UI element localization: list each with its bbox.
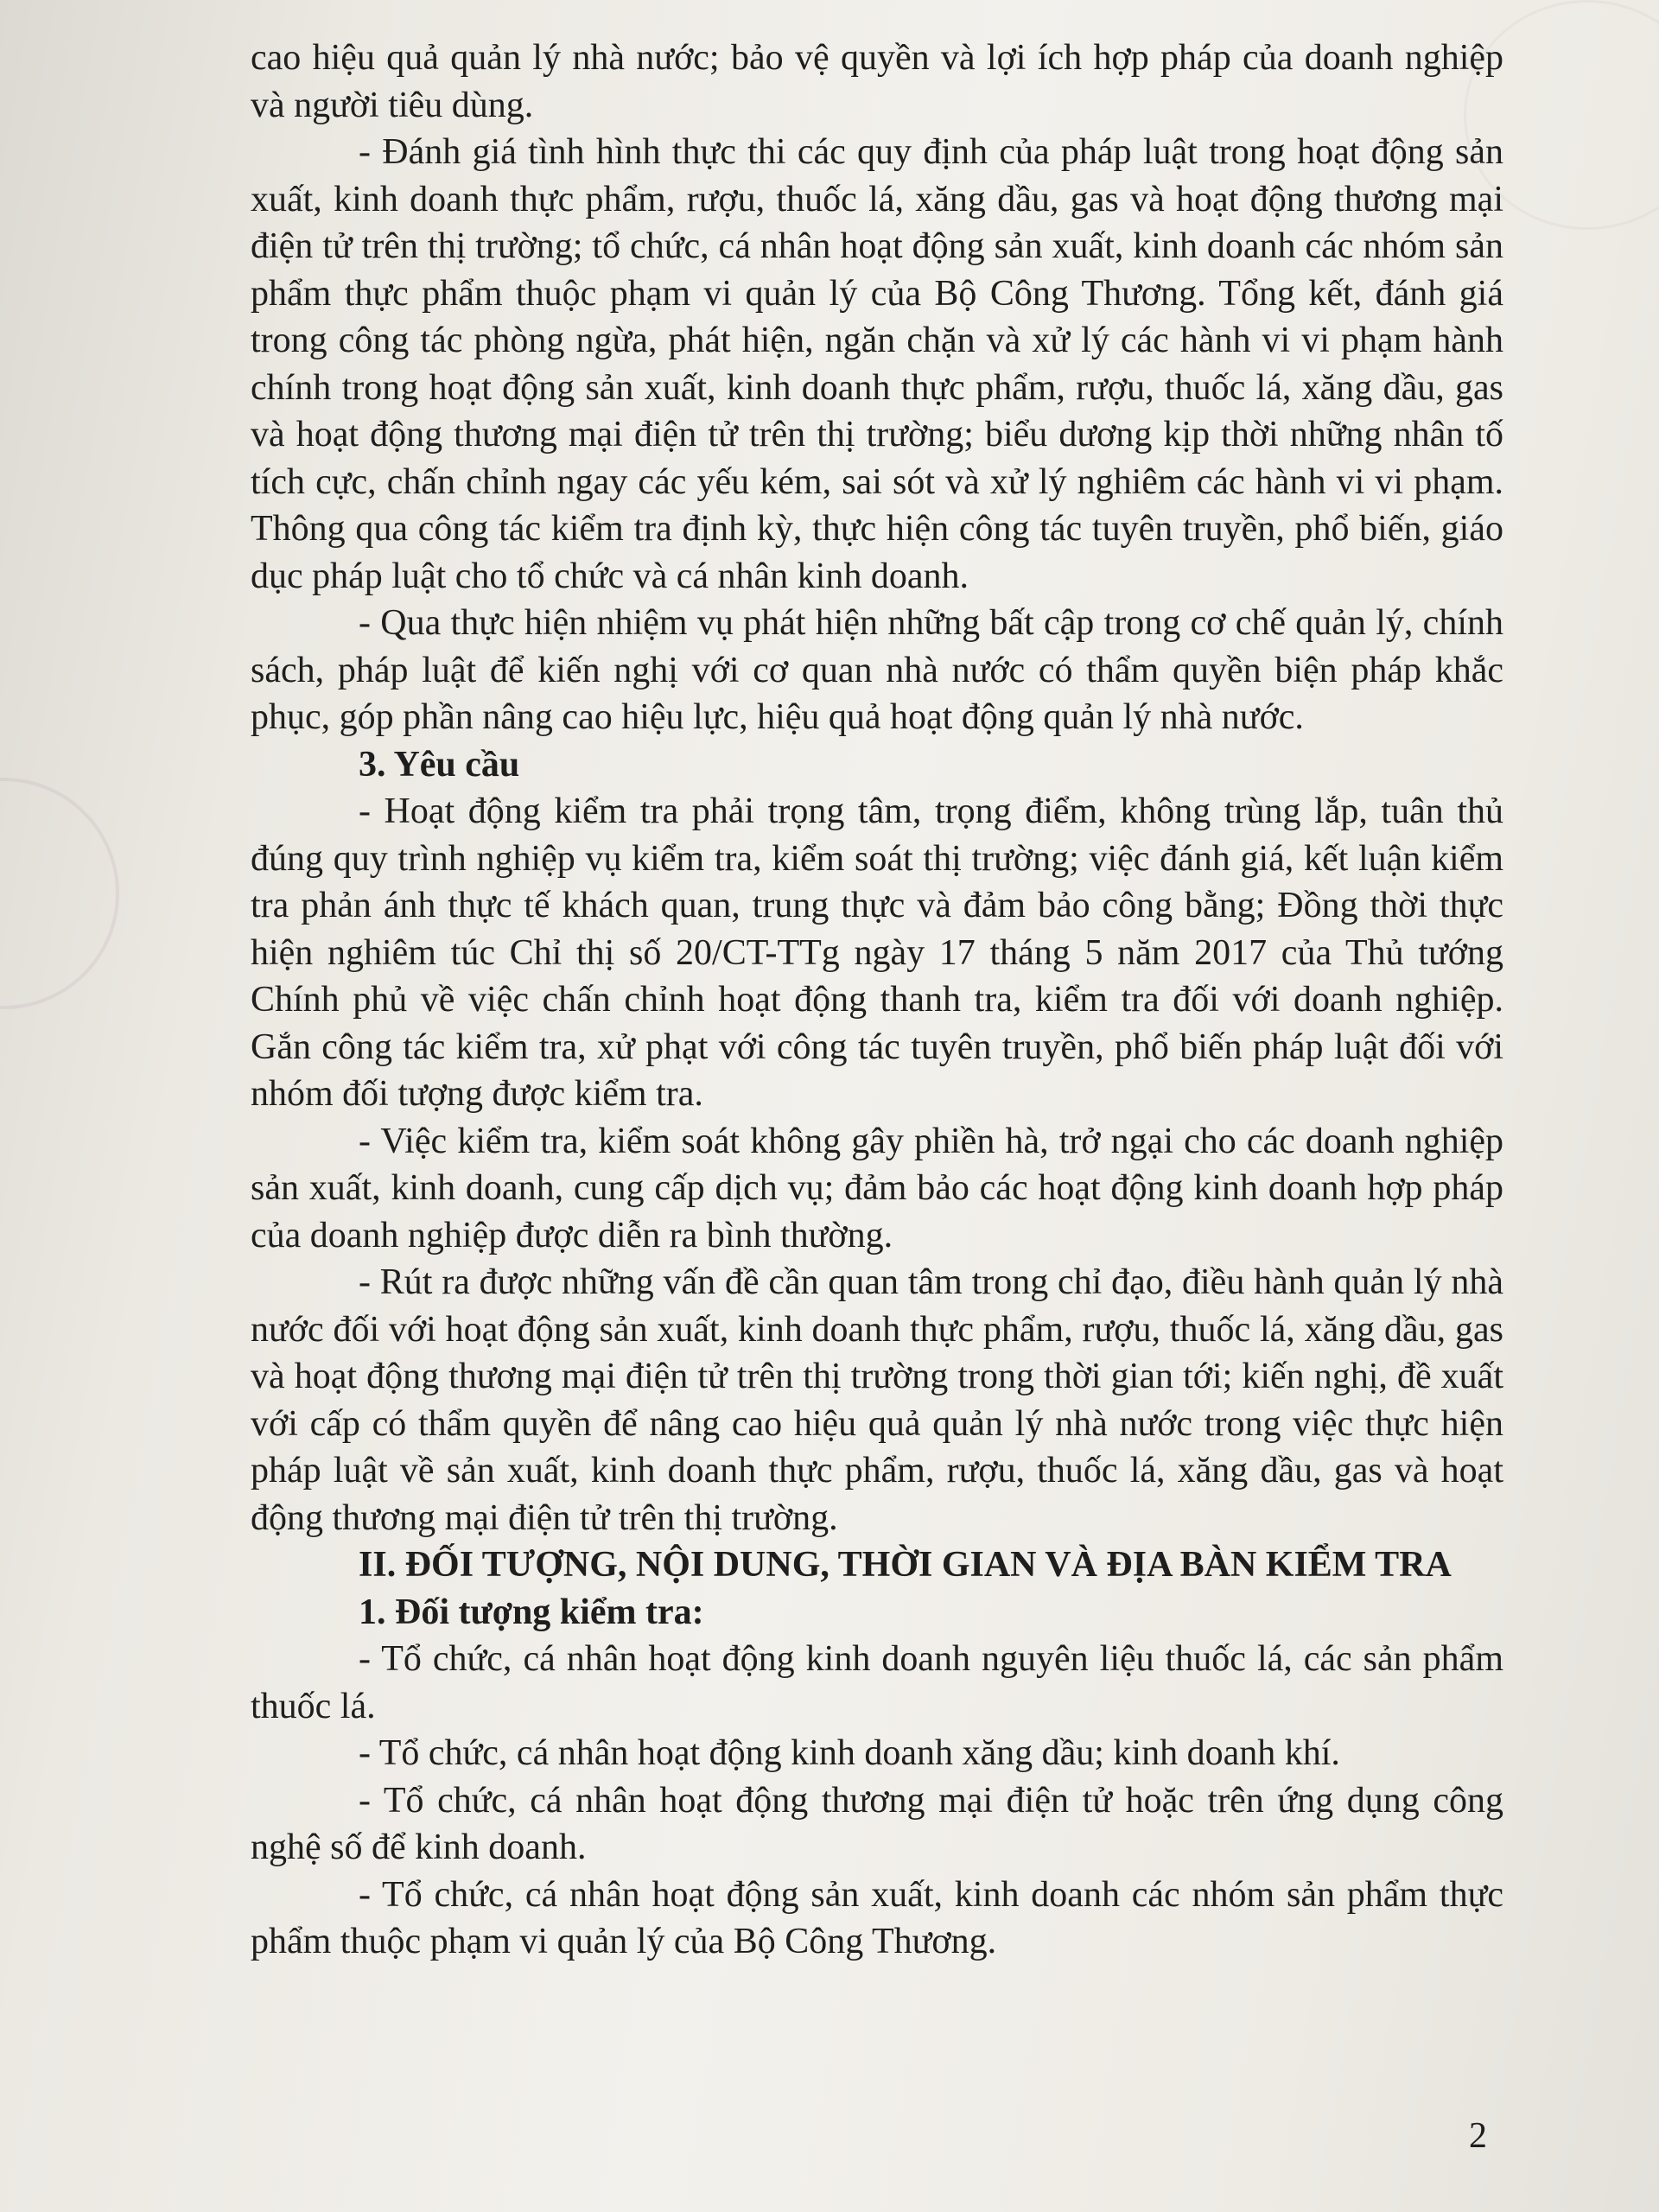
- requirement-item: - Việc kiểm tra, kiểm soát không gây phiền hà, trở ngại cho các doanh nghiệp sản xuất, kinh doanh, cung cấp dịch vụ; đảm bảo các hoạt động kinh doanh hợp pháp của doanh nghiệp được diễn ra bình thường.: [251, 1121, 1503, 1255]
- paragraph-assessment: - Đánh giá tình hình thực thi các quy định của pháp luật trong hoạt động sản xuất, kinh doanh thực phẩm, rượu, thuốc lá, xăng dầu, gas và hoạt động thương mại điện tử trên thị trường; tổ chức, cá nhân hoạt động sản xuất, kinh doanh các nhóm sản phẩm thực phẩm thuộc phạm vi quản lý của Bộ Công Thương. Tổng kết, đánh giá trong công tác phòng ngừa, phát hiện, ngăn chặn và xử lý các hành vi vi phạm hành chính trong hoạt động sản xuất, kinh doanh thực phẩm, rượu, thuốc lá, xăng dầu, gas và hoạt động thương mại điện tử trên thị trường; biểu dương kịp thời những nhân tố tích cực, chấn chỉnh ngay các yếu kém, sai sót và xử lý nghiêm các hành vi vi phạm. Thông qua công tác kiểm tra định kỳ, thực hiện công tác tuyên truyền, phổ biến, giáo dục pháp luật cho tổ chức và cá nhân kinh doanh.: [251, 132, 1503, 596]
- section-title: II. ĐỐI TƯỢNG, NỘI DUNG, THỜI GIAN VÀ ĐỊA BÀN KIỂM TRA: [359, 1545, 1452, 1585]
- paragraph-recommendation: - Qua thực hiện nhiệm vụ phát hiện những bất cập trong cơ chế quản lý, chính sách, pháp luật để kiến nghị với cơ quan nhà nước có thẩm quyền biện pháp khắc phục, góp phần nâng cao hiệu lực, hiệu quả hoạt động quản lý nhà nước.: [251, 603, 1503, 737]
- heading-requirements: 3. Yêu cầu: [359, 744, 520, 785]
- subject-item: - Tổ chức, cá nhân hoạt động sản xuất, kinh doanh các nhóm sản phẩm thực phẩm thuộc phạm vi quản lý của Bộ Công Thương.: [251, 1874, 1503, 1961]
- paragraph-continuation: cao hiệu quả quản lý nhà nước; bảo vệ quyền và lợi ích hợp pháp của doanh nghiệp và người tiêu dùng.: [251, 38, 1503, 125]
- faded-stamp-mark: [0, 778, 119, 1009]
- subject-item: - Tổ chức, cá nhân hoạt động kinh doanh xăng dầu; kinh doanh khí.: [359, 1733, 1340, 1773]
- requirement-item: - Rút ra được những vấn đề cần quan tâm trong chỉ đạo, điều hành quản lý nhà nước đối với hoạt động sản xuất, kinh doanh thực phẩm, rượu, thuốc lá, xăng dầu, gas và hoạt động thương mại điện tử trên thị trường trong thời gian tới; kiến nghị, đề xuất với cấp có thẩm quyền để nâng cao hiệu quả quản lý nhà nước trong việc thực hiện pháp luật về sản xuất, kinh doanh thực phẩm, rượu, thuốc lá, xăng dầu, gas và hoạt động thương mại điện tử trên thị trường.: [251, 1262, 1503, 1538]
- subject-item: - Tổ chức, cá nhân hoạt động thương mại điện tử hoặc trên ứng dụng công nghệ số để kinh doanh.: [251, 1780, 1503, 1867]
- requirement-item: - Hoạt động kiểm tra phải trọng tâm, trọng điểm, không trùng lắp, tuân thủ đúng quy trình nghiệp vụ kiểm tra, kiểm soát thị trường; việc đánh giá, kết luận kiểm tra phản ánh thực tế khách quan, trung thực và đảm bảo công bằng; Đồng thời thực hiện nghiêm túc Chỉ thị số 20/CT-TTg ngày 17 tháng 5 năm 2017 của Thủ tướng Chính phủ về việc chấn chỉnh hoạt động thanh tra, kiểm tra đối với doanh nghiệp. Gắn công tác kiểm tra, xử phạt với công tác tuyên truyền, phổ biến pháp luật đối với nhóm đối tượng được kiểm tra.: [251, 791, 1503, 1114]
- subject-item: - Tổ chức, cá nhân hoạt động kinh doanh nguyên liệu thuốc lá, các sản phẩm thuốc lá.: [251, 1639, 1503, 1726]
- page-number: 2: [1469, 2116, 1487, 2156]
- heading-subjects: 1. Đối tượng kiểm tra:: [359, 1592, 704, 1632]
- page-body: [251, 35, 1503, 1966]
